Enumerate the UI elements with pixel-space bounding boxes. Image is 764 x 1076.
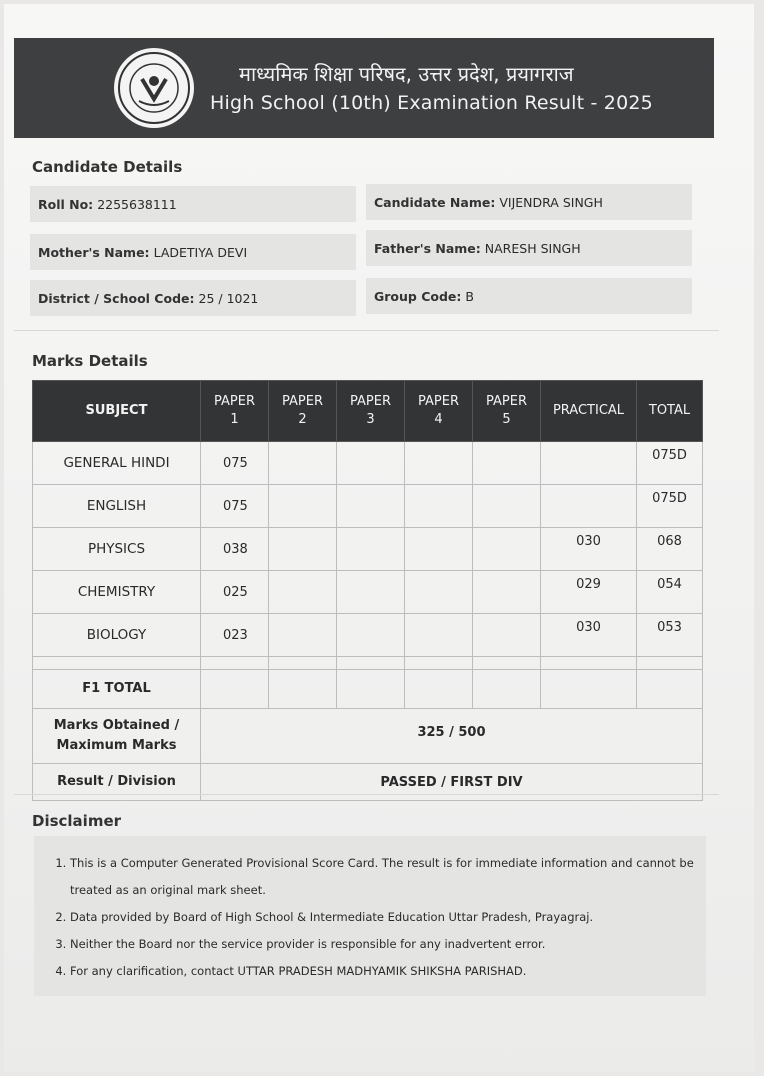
- paper-5-cell: [473, 571, 541, 614]
- table-row: [33, 485, 703, 528]
- table-row: [33, 442, 703, 485]
- paper-1-cell: 025: [201, 571, 269, 614]
- board-seal-icon: [114, 48, 194, 128]
- paper-3-cell: [337, 485, 405, 528]
- mother-name-label: Mother's Name:: [38, 244, 150, 260]
- practical-cell: [541, 442, 637, 485]
- result-sheet: [4, 4, 754, 1072]
- marks-details-heading: Marks Details: [32, 352, 148, 370]
- total-cell: 053: [637, 614, 703, 657]
- divider: [14, 794, 719, 795]
- subject-cell: CHEMISTRY: [33, 571, 201, 614]
- practical-cell: 030: [541, 614, 637, 657]
- paper-2-cell: [269, 442, 337, 485]
- practical-cell: 030: [541, 528, 637, 571]
- marks-table: [32, 380, 703, 801]
- disclaimer-box: [34, 836, 706, 996]
- paper-4-cell: [405, 528, 473, 571]
- paper-1-cell: 075: [201, 485, 269, 528]
- paper-1-cell: 075: [201, 442, 269, 485]
- list-item: 3. Neither the Board nor the service provider is responsible for any inadvertent error.: [70, 931, 694, 958]
- header-paper-3: PAPER 3: [337, 381, 405, 442]
- paper-4-cell: [405, 442, 473, 485]
- paper-1-cell: 023: [201, 614, 269, 657]
- marks-obtained-row: [33, 709, 703, 764]
- paper-2-cell: [269, 571, 337, 614]
- group-code-value: B: [465, 288, 474, 304]
- candidate-name-value: VIJENDRA SINGH: [499, 194, 603, 210]
- paper-2-cell: [269, 614, 337, 657]
- paper-5-cell: [473, 528, 541, 571]
- father-name-label: Father's Name:: [374, 240, 481, 256]
- practical-cell: [541, 485, 637, 528]
- result-label: Result / Division: [33, 764, 201, 801]
- paper-3-cell: [337, 528, 405, 571]
- subject-cell: ENGLISH: [33, 485, 201, 528]
- header-paper-5: PAPER 5: [473, 381, 541, 442]
- header-paper-2: PAPER 2: [269, 381, 337, 442]
- header-total: TOTAL: [637, 381, 703, 442]
- paper-3-cell: [337, 442, 405, 485]
- table-row: [33, 528, 703, 571]
- candidate-name-field: [366, 184, 692, 220]
- total-cell: 075D: [637, 485, 703, 528]
- table-row: [33, 614, 703, 657]
- spacer-row: [33, 657, 703, 670]
- subject-cell: BIOLOGY: [33, 614, 201, 657]
- paper-4-cell: [405, 485, 473, 528]
- paper-2-cell: [269, 485, 337, 528]
- disclaimer-list: [46, 850, 694, 985]
- paper-5-cell: [473, 485, 541, 528]
- list-item: 4. For any clarification, contact UTTAR PRADESH MADHYAMIK SHIKSHA PARISHAD.: [70, 958, 694, 985]
- paper-5-cell: [473, 614, 541, 657]
- candidate-name-label: Candidate Name:: [374, 194, 496, 210]
- candidate-details-heading: Candidate Details: [32, 158, 183, 176]
- header-subject: SUBJECT: [33, 381, 201, 442]
- mother-name-field: [30, 234, 356, 270]
- divider: [14, 330, 719, 331]
- roll-number-field: [30, 186, 356, 222]
- header-paper-1: PAPER 1: [201, 381, 269, 442]
- subject-cell: GENERAL HINDI: [33, 442, 201, 485]
- district-school-code-field: [30, 280, 356, 316]
- father-name-value: NARESH SINGH: [484, 240, 581, 256]
- header-banner: [14, 38, 714, 138]
- practical-cell: 029: [541, 571, 637, 614]
- total-cell: 068: [637, 528, 703, 571]
- header-paper-4: PAPER 4: [405, 381, 473, 442]
- subject-cell: PHYSICS: [33, 528, 201, 571]
- board-title-hindi: माध्यमिक शिक्षा परिषद, उत्तर प्रदेश, प्रयागराज: [239, 62, 574, 86]
- paper-3-cell: [337, 571, 405, 614]
- district-school-code-label: District / School Code:: [38, 290, 195, 306]
- header-practical: PRACTICAL: [541, 381, 637, 442]
- paper-2-cell: [269, 528, 337, 571]
- mother-name-value: LADETIYA DEVI: [153, 244, 248, 260]
- marks-obtained-value: 325 / 500: [201, 709, 703, 764]
- exam-title: High School (10th) Examination Result - 2025: [210, 92, 653, 114]
- list-item: 1. This is a Computer Generated Provisional Score Card. The result is for immediate information and cannot be treated as an original mark sheet.: [70, 850, 694, 904]
- f1-total-row: [33, 670, 703, 709]
- group-code-label: Group Code:: [374, 288, 462, 304]
- paper-4-cell: [405, 571, 473, 614]
- paper-3-cell: [337, 614, 405, 657]
- district-school-code-value: 25 / 1021: [198, 290, 259, 306]
- paper-4-cell: [405, 614, 473, 657]
- marks-header-row: [33, 381, 703, 442]
- roll-number-value: 2255638111: [97, 196, 177, 212]
- list-item: 2. Data provided by Board of High School & Intermediate Education Uttar Pradesh, Prayagraj.: [70, 904, 694, 931]
- total-cell: 075D: [637, 442, 703, 485]
- f1-total-label: F1 TOTAL: [33, 670, 201, 709]
- marks-obtained-label: Marks Obtained / Maximum Marks: [33, 709, 201, 764]
- total-cell: 054: [637, 571, 703, 614]
- paper-5-cell: [473, 442, 541, 485]
- disclaimer-heading: Disclaimer: [32, 812, 122, 830]
- result-value: PASSED / FIRST DIV: [201, 764, 703, 801]
- roll-number-label: Roll No:: [38, 196, 94, 212]
- table-row: [33, 571, 703, 614]
- paper-1-cell: 038: [201, 528, 269, 571]
- father-name-field: [366, 230, 692, 266]
- group-code-field: [366, 278, 692, 314]
